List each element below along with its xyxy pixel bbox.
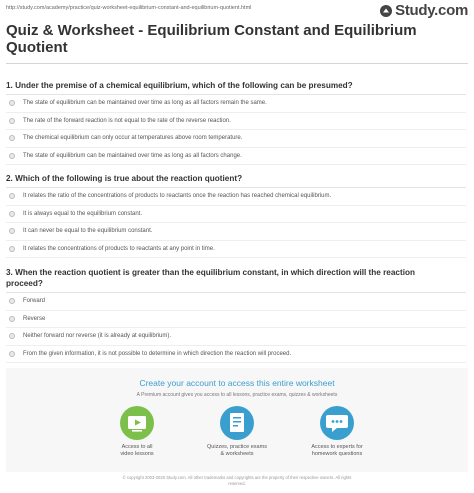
study-logo[interactable] [379,2,468,19]
radio-button[interactable] [9,193,15,199]
answer-label: The rate of the forward reaction is not equal to the rate of the reverse reaction. [23,117,231,124]
question-3 [6,267,466,363]
feature-label-line-1: Quizzes, practice exams [207,444,267,450]
feature-label-line-2: homework questions [311,451,363,457]
study-logo-icon [379,4,393,18]
question-text: 2. Which of the following is true about the reaction quotient? [6,174,243,183]
radio-button[interactable] [9,316,15,322]
answer-option[interactable] [6,346,466,364]
feature-label-line-2: & worksheets [220,451,254,457]
radio-button[interactable] [9,298,15,304]
radio-button[interactable] [9,100,15,106]
radio-button[interactable] [9,333,15,339]
answer-option[interactable] [6,241,466,259]
promo-title[interactable]: Create your account to access this entire worksheet [139,378,335,388]
radio-button[interactable] [9,135,15,141]
answer-option[interactable] [6,113,466,131]
answer-label: Reverse [23,315,46,322]
answer-label: The state of equilibrium can be maintained over time as long as all factors change. [23,152,242,159]
video-icon [119,405,155,441]
promo-subtitle: A Premium account gives you access to all lessons, practice exams, quizzes & worksheets [136,392,338,398]
answer-option[interactable] [6,148,466,166]
feature-quizzes [192,405,282,458]
feature-label-line-2: video lessons [120,451,154,457]
logo-text: Study.com [395,2,468,19]
radio-button[interactable] [9,228,15,234]
feature-label [292,444,382,458]
answer-label: It can never be equal to the equilibrium constant. [23,228,153,235]
copyright-footer [0,475,474,487]
question-2 [6,173,466,258]
feature-experts [292,405,382,458]
radio-button[interactable] [9,246,15,252]
copyright-line-1: © copyright 2003-2020 Study.com. All other trademarks and copyrights are the property of their respective owners. All rights [122,475,352,480]
question-1 [6,80,466,165]
question-text-line-2: proceed? [6,279,43,288]
question-text: 1. Under the premise of a chemical equilibrium, which of the following can be presumed? [6,81,353,90]
radio-button[interactable] [9,118,15,124]
answer-label: Forward [23,298,46,305]
radio-button[interactable] [9,211,15,217]
copyright-line-2: reserved. [228,481,246,486]
answer-option[interactable] [6,223,466,241]
title-divider [6,63,468,64]
page-title: Quiz & Worksheet - Equilibrium Constant and Equilibrium Quotient [6,22,417,56]
answer-label: Neither forward nor reverse (it is already at equilibrium). [23,333,172,340]
quiz-icon [219,405,255,441]
answer-option[interactable] [6,206,466,224]
answer-option[interactable] [6,293,466,311]
feature-label-line-1: Access to all [121,444,153,450]
answer-label: It relates the ratio of the concentrations of products to reactants once the reaction has reached chemical equilibrium. [23,193,332,200]
feature-label [192,444,282,458]
radio-button[interactable] [9,153,15,159]
answer-option[interactable] [6,130,466,148]
answer-label: From the given information, it is not possible to determine in which direction the reaction will proceed. [23,350,292,357]
page-url[interactable]: http://study.com/academy/practice/quiz-worksheet-equilibrium-constant-and-equilibrium-quotient.html [6,5,252,11]
radio-button[interactable] [9,351,15,357]
expert-icon [319,405,355,441]
answer-option[interactable] [6,188,466,206]
answer-label: The chemical equilibrium can only occur at temperatures above room temperature. [23,135,243,142]
answer-label: The state of equilibrium can be maintained over time as long as all factors remain the same. [23,100,267,107]
top-bar [0,0,474,20]
answer-option[interactable] [6,311,466,329]
answer-label: It is always equal to the equilibrium constant. [23,210,143,217]
question-text-line-1: 3. When the reaction quotient is greater than the equilibrium constant, in which direction will the reaction [6,268,415,277]
question-text [6,267,466,289]
answer-option[interactable] [6,95,466,113]
answer-option[interactable] [6,328,466,346]
premium-promo [6,368,468,472]
answer-label: It relates the concentrations of products to reactants at any point in time. [23,245,215,252]
feature-label-line-1: Access to experts for [311,444,363,450]
feature-video-lessons [92,405,182,458]
feature-label [92,444,182,458]
